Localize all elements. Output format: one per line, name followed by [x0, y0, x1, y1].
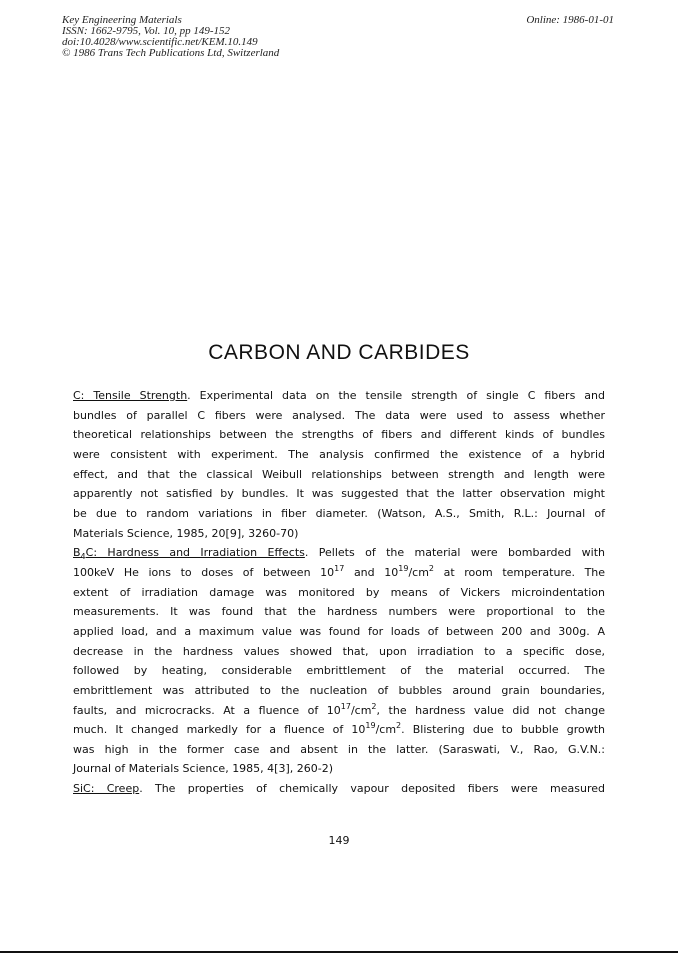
article-body [73, 386, 605, 799]
section-heading-tensile-strength: C: Tensile Strength [73, 389, 188, 402]
section-heading-sic-creep: SiC: Creep [73, 782, 140, 796]
page-title: CARBON AND CARBIDES [208, 341, 470, 364]
bottom-rule [0, 951, 678, 953]
body-line: were consistent with experiment. The analysis confirmed the existence of a hybrid [73, 447, 605, 461]
running-header [62, 15, 279, 59]
page-number: 149 [328, 834, 350, 847]
issn-line: ISSN: 1662-9795, Vol. 10, pp 149-152 [62, 25, 231, 37]
body-line: Journal of Materials Science, 1985, 4[3], 260-2) [73, 762, 334, 776]
body-line: faults, and microcracks. At a fluence of $10^{17}/cm^2$, the hardness value did not change [73, 701, 605, 717]
body-line: followed by heating, considerable embrittlement of the material occurred. The [73, 664, 605, 678]
copyright-line: © 1986 Trans Tech Publications Ltd, Switzerland [62, 47, 280, 59]
body-line: apparently not satisfied by bundles. It was suggested that the latter observation might [73, 487, 605, 501]
body-line: much. It changed markedly for a fluence of $10^{19}/cm^2$. Blistering due to bubble growth [73, 721, 606, 737]
body-line: be due to random variations in fiber diameter. (Watson, A.S., Smith, R.L.: Journal of [73, 506, 605, 520]
body-line: applied load, and a maximum value was found for loads of between 200 and 300g. A [73, 624, 605, 638]
body-line: extent of irradiation damage was monitored by means of Vickers microindentation [73, 585, 605, 599]
body-line: measurements. It was found that the hardness numbers were proportional to the [73, 605, 605, 619]
body-line: bundles of parallel C fibers were analysed. The data were used to assess whether [73, 408, 605, 422]
doi-line: doi:10.4028/www.scientific.net/KEM.10.149 [62, 36, 258, 48]
body-line: effect, and that the classical Weibull relationships between strength and length were [73, 467, 605, 481]
journal-name: Key Engineering Materials [62, 14, 182, 26]
body-line: Materials Science, 1985, 20[9], 3260-70) [73, 526, 299, 540]
body-line: 100keV He ions to doses of between $10^{17}$ and $10^{19}/cm^2$ at room temperature. The [73, 563, 606, 579]
body-line: embrittlement was attributed to the nucleation of bubbles around grain boundaries, [73, 683, 605, 697]
online-date: Online: 1986-01-01 [526, 14, 614, 26]
body-line: $B_4C$: Hardness and Irradiation Effects. Pellets of the material were bombarded with [73, 546, 605, 562]
body-line: decrease in the hardness values showed that, upon irradiation to a specific dose, [73, 644, 605, 658]
body-line: was high in the former case and absent in the latter. (Saraswati, V., Rao, G.V.N.: [73, 742, 605, 756]
body-line: SiC: Creep. The properties of chemically vapour deposited fibers were measured [73, 782, 605, 796]
section-heading-hardness: $B_4C$: Hardness and Irradiation Effects [73, 546, 305, 562]
body-line: C: Tensile Strength. Experimental data on the tensile strength of single C fibers and [73, 389, 605, 402]
body-line: theoretical relationships between the strengths of fibers and different kinds of bundles [73, 428, 605, 442]
